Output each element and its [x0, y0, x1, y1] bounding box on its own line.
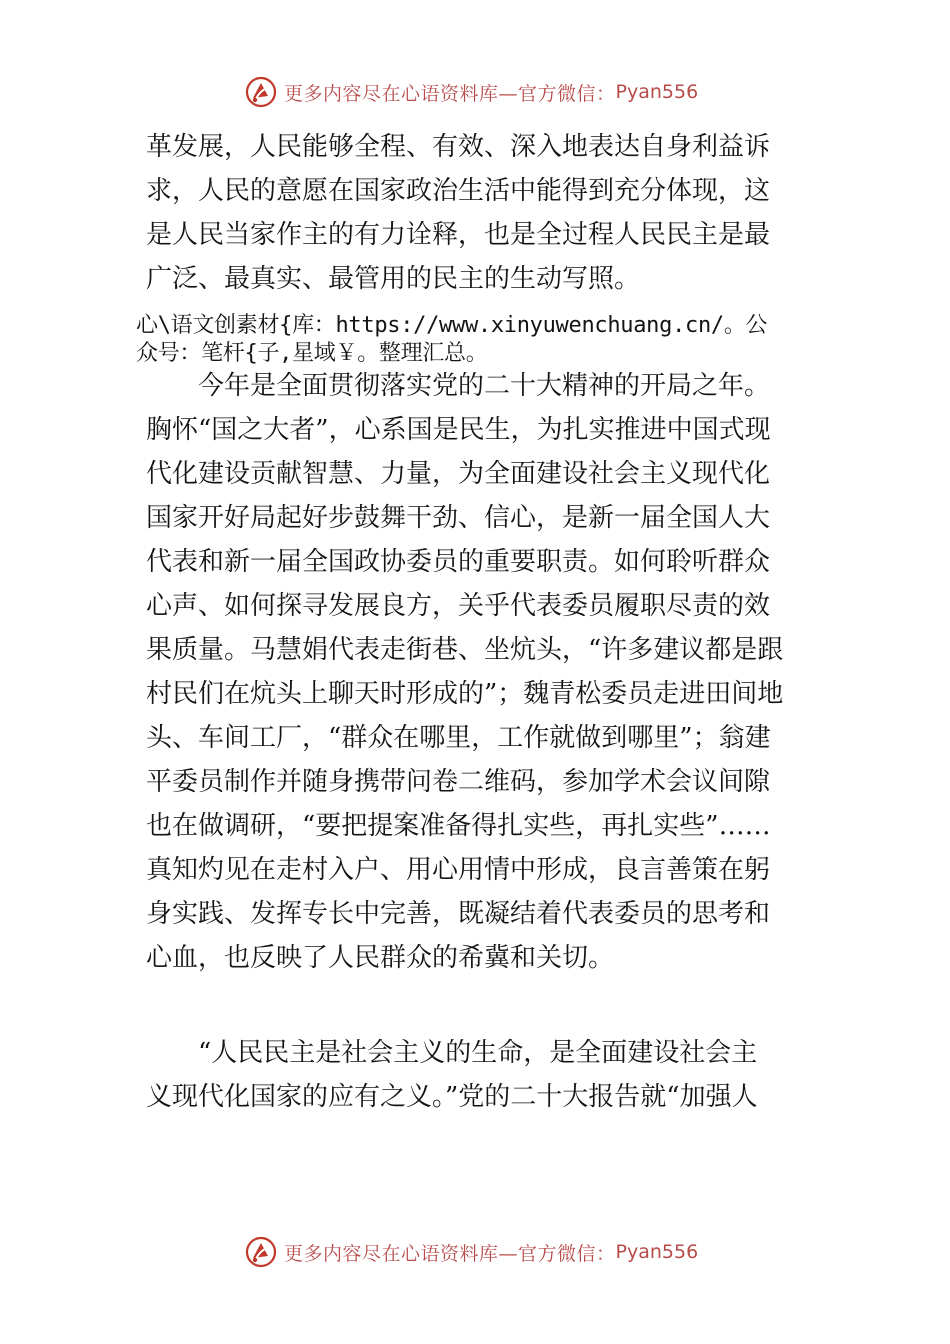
body-line: 国家开好局起好步鼓舞干劲、信心，是新一届全国人大	[146, 503, 771, 533]
body-line: 求，人民的意愿在国家政治生活中能得到充分体现，这	[146, 176, 771, 206]
footer-banner	[244, 1232, 698, 1272]
brand-logo-icon	[244, 75, 278, 109]
body-line: 果质量。马慧娟代表走街巷、坐炕头，“许多建议都是跟	[146, 635, 784, 665]
body-line: 代化建设贡献智慧、力量，为全面建设社会主义现代化	[146, 459, 771, 489]
source-note-line: 心\语文创素材{库：https://www.xinyuwenchuang.cn/。公	[136, 313, 768, 338]
body-line: 心声、如何探寻发展良方，关乎代表委员履职尽责的效	[146, 591, 771, 621]
header-wechat-id: Pyan556	[615, 81, 699, 103]
body-line: 身实践、发挥专长中完善，既凝结着代表委员的思考和	[146, 899, 771, 929]
body-line: 革发展，人民能够全程、有效、深入地表达自身利益诉	[146, 132, 771, 162]
body-line: 代表和新一届全国政协委员的重要职责。如何聆听群众	[146, 547, 771, 577]
header-banner	[244, 72, 698, 112]
body-line: 广泛、最真实、最管用的民主的生动写照。	[146, 264, 641, 294]
body-line: 今年是全面贯彻落实党的二十大精神的开局之年。	[146, 371, 771, 401]
footer-wechat-id: Pyan556	[615, 1241, 699, 1263]
footer-brand-text: 更多内容尽在心语资料库—官方微信：	[284, 1242, 616, 1265]
body-line: 心血，也反映了人民群众的希冀和关切。	[146, 943, 615, 973]
body-line: 是人民当家作主的有力诠释，也是全过程人民民主是最	[146, 220, 771, 250]
body-line: 义现代化国家的应有之义。”党的二十大报告就“加强人	[146, 1082, 758, 1112]
source-note-line: 众号：笔杆{子,星域￥。整理汇总。	[136, 341, 488, 366]
brand-logo-icon	[244, 1235, 278, 1269]
body-line: 头、车间工厂，“群众在哪里，工作就做到哪里”；翁建	[146, 723, 771, 753]
body-line: 村民们在炕头上聊天时形成的”；魏青松委员走进田间地	[146, 679, 784, 709]
body-line: 也在做调研，“要把提案准备得扎实些，再扎实些”……	[146, 811, 771, 841]
header-brand-text: 更多内容尽在心语资料库—官方微信：	[284, 82, 616, 105]
body-line: 胸怀“国之大者”，心系国是民生，为扎实推进中国式现	[146, 415, 771, 445]
body-line: 平委员制作并随身携带问卷二维码，参加学术会议间隙	[146, 767, 771, 797]
body-line: 真知灼见在走村入户、用心用情中形成，良言善策在躬	[146, 855, 771, 885]
body-line: “人民民主是社会主义的生命，是全面建设社会主	[146, 1038, 758, 1068]
